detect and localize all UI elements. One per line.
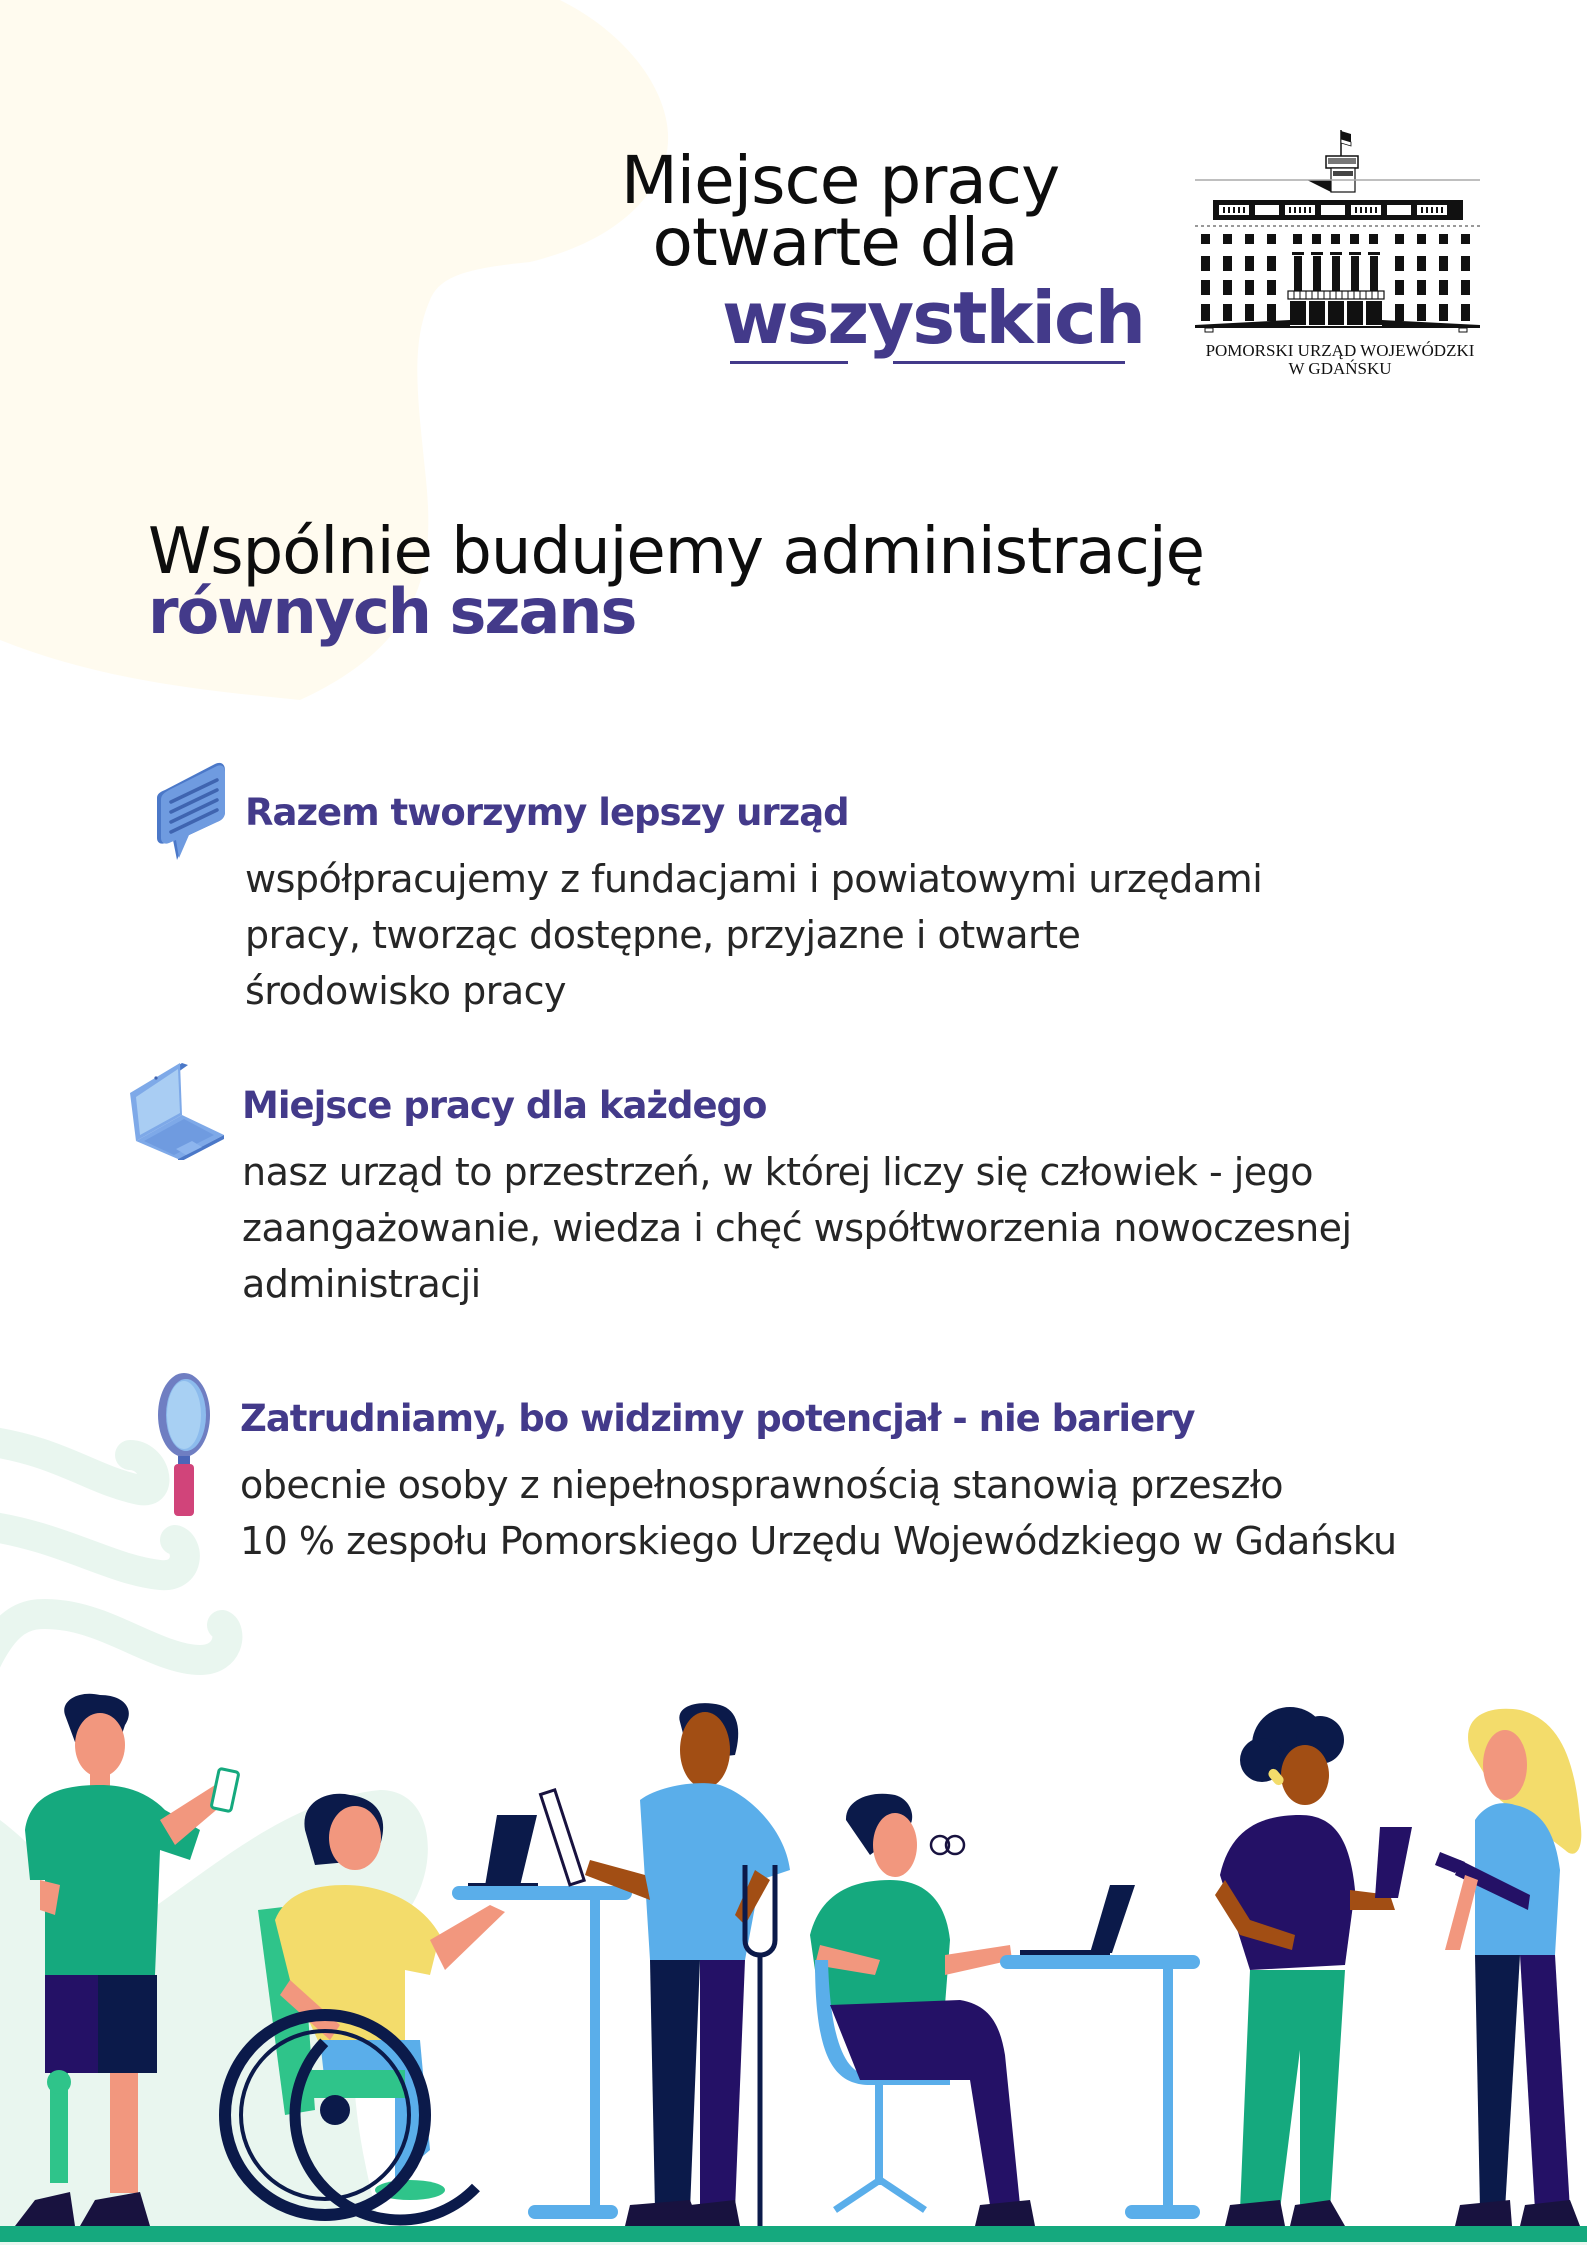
section-1-body-line: środowisko pracy (245, 969, 567, 1013)
person-prosthetic-leg (15, 1694, 239, 2226)
person-prosthetic-arm (1435, 1709, 1581, 2226)
hero-title (560, 142, 1120, 281)
section-1-body-line: współpracujemy z fundacjami i powiatowymi urzędami (245, 857, 1263, 901)
section-3 (240, 1397, 1397, 1569)
section-1 (245, 791, 1262, 1019)
hero-title-accent-wrap (722, 276, 1144, 360)
hero-title-line2: otwarte dla (652, 204, 1018, 281)
desk-2 (1000, 1885, 1200, 2219)
section-3-body-line: obecnie osoby z niepełnosprawnością stanowią przeszło (240, 1463, 1283, 1507)
hero-title-line1: Miejsce pracy (620, 142, 1060, 219)
section-3-body (240, 1457, 1397, 1569)
team-illustration (0, 1680, 1587, 2245)
title-underline-left (730, 361, 848, 364)
mint-wave-1 (0, 1440, 154, 1490)
subheading-line1: Wspólnie budujemy administrację (148, 515, 1204, 589)
title-underline-right (893, 361, 1125, 364)
section-2-body-line: administracji (242, 1262, 481, 1306)
section-2-title: Miejsce pracy dla każdego (242, 1084, 767, 1127)
section-2-body-line: nasz urząd to przestrzeń, w której liczy się człowiek - jego (242, 1150, 1314, 1194)
person-hearing-aid (1215, 1707, 1412, 2226)
speech-bubble-icon (155, 760, 227, 869)
government-building-icon (1195, 128, 1485, 333)
office-name-line2: W GDAŃSKU (1288, 359, 1392, 378)
person-glasses (810, 1794, 1035, 2226)
section-1-body-line: pracy, tworząc dostępne, przyjazne i otwarte (245, 913, 1081, 957)
mint-wave-2 (0, 1525, 185, 1575)
section-2 (242, 1084, 1352, 1312)
laptop-icon (122, 1055, 227, 1164)
section-1-body (245, 851, 1262, 1019)
section-2-body-line: zaangażowanie, wiedza i chęć współtworzenia nowoczesnej (242, 1206, 1352, 1250)
office-name-line1: POMORSKI URZĄD WOJEWÓDZKI (1205, 341, 1475, 360)
person-crutch (541, 1703, 790, 2226)
subheading-line2: równych szans (148, 575, 636, 648)
section-2-body (242, 1144, 1352, 1312)
section-3-title: Zatrudniamy, bo widzimy potencjał - nie bariery (240, 1397, 1195, 1440)
section-3-body-line: 10 % zespołu Pomorskiego Urzędu Wojewódzkiego w Gdańsku (240, 1519, 1397, 1563)
office-logo (1195, 128, 1485, 388)
subheading (148, 515, 1204, 648)
hero-title-accent: wszystkich (722, 276, 1144, 360)
magnifying-glass-icon (156, 1372, 212, 1522)
floor-line (0, 2226, 1587, 2242)
section-1-title: Razem tworzymy lepszy urząd (245, 791, 849, 834)
office-name (1195, 342, 1485, 378)
person-wheelchair (225, 1794, 505, 2220)
